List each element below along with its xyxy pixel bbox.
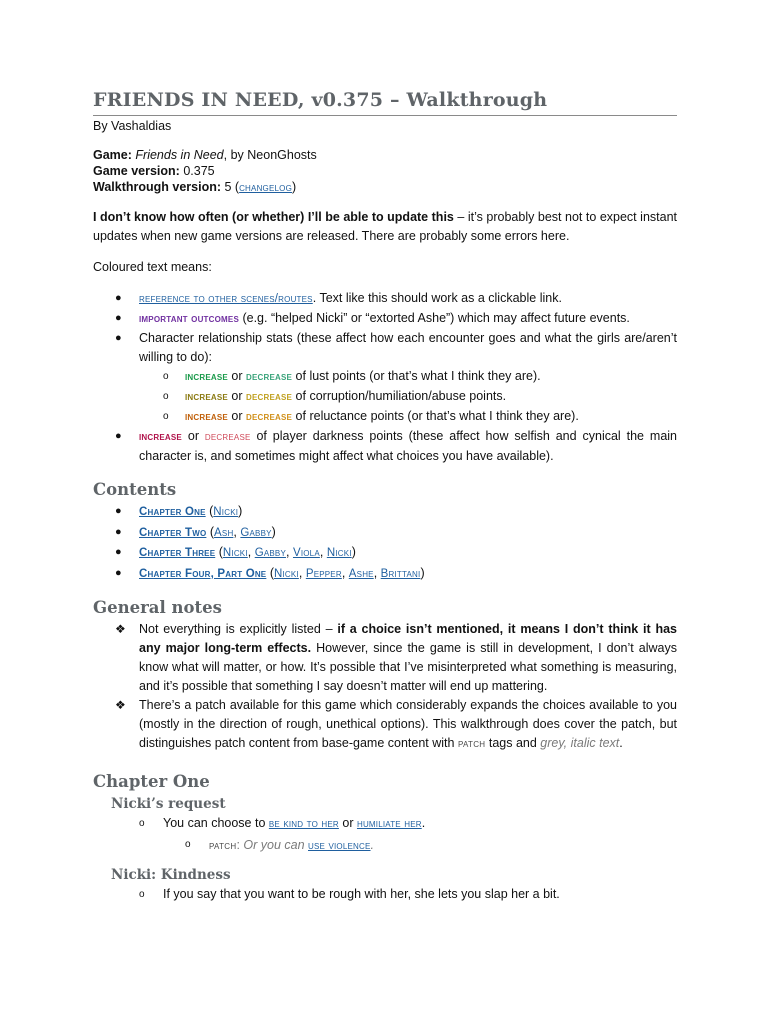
walkthrough-version-label: Walkthrough version: [93, 180, 222, 194]
important-outcomes-label: important outcomes [139, 313, 239, 325]
girl-link[interactable]: Nicki [326, 547, 352, 559]
girl-link[interactable]: Nicki [274, 567, 299, 580]
reluctance-desc: of reluctance points (or that’s what I think they are). [292, 409, 579, 423]
game-version-label: Game version: [93, 164, 180, 178]
contents-item: ● Chapter One (Nicki) [93, 502, 677, 523]
circle-bullet-icon: o [163, 371, 169, 382]
patch-tag: patch [209, 839, 237, 852]
or-text: or [181, 429, 205, 443]
note-item [93, 620, 677, 696]
contents-item: ● Chapter Three (Nicki, Gabby, Viola, Nicki) [93, 543, 677, 564]
note1-start: Not everything is explicitly listed – [139, 622, 338, 636]
lust-decrease: decrease [246, 371, 293, 383]
general-notes-heading: General notes [93, 598, 222, 617]
darkness-desc: of player darkness points (these affect how selfish and cynical the main character is, and sometimes might affect what choices you have available). [139, 429, 677, 463]
reluctance-increase: increase [185, 411, 228, 423]
changelog-link[interactable]: changelog [239, 182, 292, 194]
chapter-four-link[interactable]: Chapter Four, Part One [139, 567, 267, 580]
humiliate-link[interactable]: humiliate her [356, 818, 422, 830]
chapter-one-heading: Chapter One [93, 772, 210, 791]
circle-bullet-icon: o [163, 391, 169, 402]
darkness-decrease: decrease [204, 431, 251, 443]
or-text: or [227, 389, 247, 403]
bullet-icon: ● [115, 546, 122, 558]
game-version-line [93, 163, 677, 179]
chapter-three-link[interactable]: Chapter Three [139, 547, 216, 559]
lust-increase: increase [185, 371, 228, 383]
patch-text: Or you can [239, 837, 309, 852]
lust-item [139, 367, 677, 387]
document-body [93, 86, 677, 904]
byline: By Vashaldias [93, 119, 172, 133]
diamond-bullet-icon: ❖ [115, 622, 126, 636]
choice-item [93, 814, 677, 856]
girl-link[interactable]: Brittani [380, 567, 421, 580]
bullet-icon: ● [115, 332, 122, 344]
stats-desc: Character relationship stats (these affect how each encounter goes and what the girls are/aren’t willing to do): [139, 331, 677, 364]
girl-link[interactable]: Gabby [254, 547, 287, 559]
choice-end: . [421, 816, 426, 830]
title-underline [93, 115, 677, 116]
colour-key-list [93, 289, 677, 466]
contents-heading: Contents [93, 480, 177, 499]
reference-link[interactable]: reference to other scenes/routes [139, 293, 313, 305]
reluctance-decrease: decrease [246, 411, 293, 423]
note2-end: . [619, 736, 623, 750]
note-item [93, 696, 677, 754]
note2-start: There’s a patch available for this game which considerably expands the choices available to you (mostly in the direction of rough, unethical options). This walkthrough does cover the patch, but distinguishes patch content from base-game content with [139, 698, 677, 750]
reluctance-item [139, 407, 677, 427]
key-stats-item [93, 329, 677, 427]
note1-bold: if a choice isn’t mentioned, it means I don’t think it has any major long-term effects. [139, 622, 678, 655]
bullet-icon: ● [115, 566, 122, 579]
patch-end: . [370, 837, 375, 852]
circle-bullet-icon: o [163, 411, 169, 422]
nicki-request-list [93, 814, 677, 856]
circle-bullet-icon: o [139, 888, 145, 900]
walkthrough-version-line [93, 179, 677, 196]
general-notes-list [93, 620, 677, 754]
patch-item [93, 835, 677, 856]
nicki-request-heading: Nicki’s request [111, 796, 226, 812]
nicki-kindness-list [93, 885, 677, 905]
update-disclaimer-rest: – it’s probably best not to expect instant updates when new game versions are released. There are probably some errors here. [93, 210, 677, 243]
stats-sublist [139, 367, 677, 427]
document-title: FRIENDS IN NEED, v0.375 – Walkthrough [93, 89, 548, 111]
girl-link[interactable]: Ash [214, 526, 234, 539]
reference-desc: . Text like this should work as a clickable link. [312, 291, 562, 305]
darkness-increase: increase [139, 431, 182, 443]
contents-list [93, 502, 677, 584]
bullet-icon: ● [115, 292, 122, 304]
contents-item: ● Chapter Four, Part One (Nicki, Pepper, Ashe, Brittani) [93, 564, 677, 585]
corruption-increase: increase [185, 391, 228, 403]
chapter-two-link[interactable]: Chapter Two [139, 526, 207, 539]
coloured-text-intro: Coloured text means: [93, 260, 212, 274]
diamond-bullet-icon: ❖ [115, 698, 126, 712]
girl-link[interactable]: Nicki [222, 547, 248, 559]
key-darkness-item [93, 427, 677, 466]
kindness-item [93, 885, 677, 905]
update-disclaimer-bold: I don’t know how often (or whether) I’ll be able to update this [93, 210, 454, 224]
bullet-icon: ● [115, 525, 122, 538]
game-version-value: 0.375 [179, 164, 215, 178]
or-text: or [227, 369, 247, 383]
girl-link[interactable]: Viola [292, 547, 320, 559]
lust-desc: of lust points (or that’s what I think they are). [292, 369, 541, 383]
grey-italic-sample: grey, italic text [540, 736, 620, 750]
note2-mid: tags and [485, 736, 541, 750]
corruption-item [139, 387, 677, 407]
patch-colon: : [236, 837, 240, 852]
girl-link[interactable]: Pepper [305, 567, 342, 580]
girl-link[interactable]: Nicki [213, 506, 239, 518]
or-text: or [338, 816, 357, 830]
bullet-icon: ● [115, 430, 122, 442]
patch-tag: patch [457, 738, 486, 750]
game-title: Friends in Need [135, 148, 224, 162]
game-author: , by NeonGhosts [223, 148, 317, 162]
walkthrough-version-value: 5 ( [221, 180, 240, 194]
use-violence-link[interactable]: use violence [308, 839, 371, 852]
nicki-kindness-heading: Nicki: Kindness [111, 866, 231, 883]
key-important-item [93, 309, 677, 329]
kindness-text: If you say that you want to be rough with her, she lets you slap her a bit. [163, 886, 560, 901]
girl-link[interactable]: Ashe [348, 567, 374, 580]
corruption-decrease: decrease [246, 391, 293, 403]
girl-link[interactable]: Gabby [240, 526, 272, 539]
circle-bullet-icon: o [139, 818, 145, 829]
note1-rest: However, since the game is still in development, I don’t always know what will matter, or how. It’s possible that I’ve misinterpreted what something is measuring, and it’s possible that something I say doesn’t matter will end up mattering. [139, 641, 677, 693]
game-label: Game: [93, 148, 132, 162]
corruption-desc: of corruption/humiliation/abuse points. [292, 389, 507, 403]
be-kind-link[interactable]: be kind to her [268, 818, 339, 830]
choice-text: You can choose to [163, 816, 269, 830]
contents-item: ● Chapter Two (Ash, Gabby) [93, 523, 677, 544]
update-disclaimer [93, 208, 677, 246]
or-text: or [227, 409, 247, 423]
circle-bullet-icon: o [185, 838, 191, 850]
patch-sublist [93, 835, 677, 856]
bullet-icon: ● [115, 505, 122, 517]
game-line [93, 147, 677, 163]
key-reference-item [93, 289, 677, 309]
chapter-one-link[interactable]: Chapter One [139, 506, 206, 518]
important-outcomes-desc: (e.g. “helped Nicki” or “extorted Ashe”) which may affect future events. [238, 311, 630, 325]
walkthrough-version-close: ) [292, 180, 297, 194]
bullet-icon: ● [115, 312, 122, 324]
